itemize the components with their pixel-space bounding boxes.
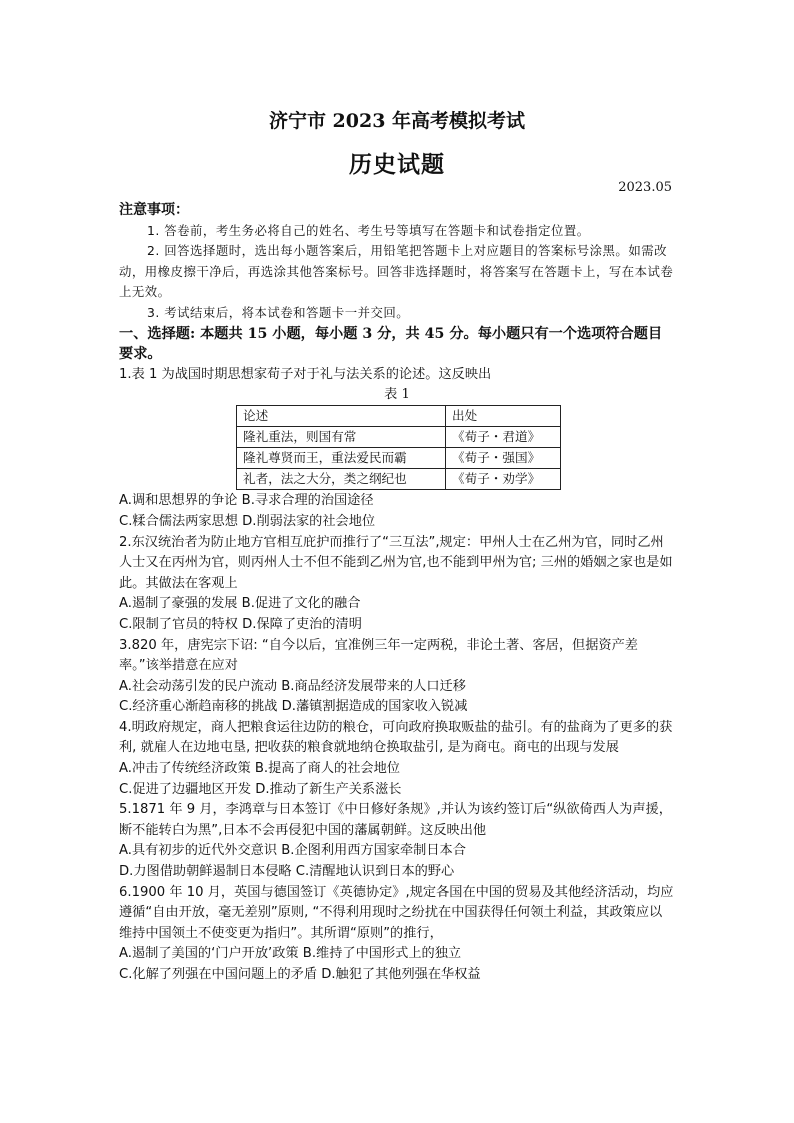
- question-5-options-a: A.具有初步的近代外交意识 B.企图利用西方国家牵制日本合: [119, 843, 466, 859]
- question-4-options-c: C.促进了边疆地区开发 D.推动了新生产关系滋长: [119, 781, 402, 797]
- table-cell: 隆礼重法，则国有常: [237, 427, 446, 448]
- exam-subtitle: 历史试题: [349, 151, 445, 178]
- question-2-options-a: A.遏制了豪强的发展 B.促进了文化的融合: [119, 596, 361, 612]
- question-1-stem: 1.表 1 为战国时期思想家荀子对于礼与法关系的论述。这反映出: [119, 366, 492, 382]
- exam-title: 济宁市 2023 年高考模拟考试: [268, 110, 526, 132]
- table-header-cell: 出处: [446, 406, 561, 427]
- exam-date: 2023.05: [618, 180, 672, 195]
- question-3-options-c: C.经济重心渐趋南移的挑战 D.藩镇割据造成的国家收入锐减: [119, 699, 468, 715]
- table-header-cell: 论述: [237, 406, 446, 427]
- question-2-options-c: C.限制了官员的特权 D.保障了吏治的清明: [119, 616, 362, 632]
- question-3-options-a: A.社会动荡引发的民户流动 B.商品经济发展带来的人口迁移: [119, 678, 466, 694]
- table-cell: 隆礼尊贤而王，重法爱民而霸: [237, 448, 446, 469]
- table-row: [237, 448, 561, 469]
- table-row: [237, 469, 561, 490]
- table-cell: 《荀子・君道》: [446, 427, 561, 448]
- question-1-options-c: C.糅合儒法两家思想 D.削弱法家的社会地位: [119, 513, 376, 529]
- question-2-stem: 2.东汉统治者为防止地方官相互庇护而推行了“三互法”,规定：甲州人士在乙州为官，同时乙州人士又在丙州为官，则丙州人士不但不能到乙州为官,也不能到甲州为官; 三州的婚姻之家也是如此。其做法在客观上: [119, 534, 673, 591]
- notes-heading: 注意事项：: [119, 202, 189, 218]
- table-row: [237, 427, 561, 448]
- table-cell: 《荀子・强国》: [446, 448, 561, 469]
- quote-table: [236, 405, 561, 490]
- question-5-stem: 5.1871 年 9 月，李鸿章与日本签订《中日修好条规》,并认为该约签订后“纵欲倚西人为声援，断不能转白为黑”,日本不会再侵犯中国的藩属朝鲜。这反映出他: [119, 802, 672, 838]
- question-4-stem: 4.明政府规定，商人把粮食运往边防的粮仓，可向政府换取贩盐的盐引。有的盐商为了更多的获利, 就雇人在边地屯垦, 把收获的粮食就地纳仓换取盐引, 是为商屯。商屯的出现与发展: [119, 719, 673, 756]
- exam-body: [119, 200, 675, 986]
- question-6-options-a: A.遏制了美国的‘门户开放’政策 B.维持了中国形式上的独立: [119, 946, 462, 962]
- question-5-options-c: D.力图借助朝鲜遏制日本侵略 C.清醒地认识到日本的野心: [119, 864, 455, 880]
- table-caption: 表 1: [384, 387, 410, 403]
- note-item-3: 3. 考试结束后，将本试卷和答题卡一并交回。: [147, 304, 410, 320]
- note-item-2: 2. 回答选择题时，选出每小题答案后，用铅笔把答题卡上对应题目的答案标号涂黑。如需改动，用橡皮擦干净后，再选涂其他答案标号。回答非选择题时，将答案写在答题卡上，写在本试卷上无效。: [119, 243, 674, 300]
- question-4-options-a: A.冲击了传统经济政策 B.提高了商人的社会地位: [119, 761, 400, 777]
- question-3-stem: 3.820 年，唐宪宗下诏: “自今以后，宜准例三年一定两税，非论土著、客居，但据资产差率。”该举措意在应对: [119, 637, 638, 674]
- question-1-options-a: A.调和思想界的争论 B.寻求合理的治国途径: [119, 493, 374, 509]
- question-6-options-c: C.化解了列强在中国问题上的矛盾 D.触犯了其他列强在华权益: [119, 967, 481, 982]
- table-header-row: [237, 406, 561, 427]
- table-cell: 《荀子・劝学》: [446, 469, 561, 490]
- section-heading: 一、选择题: 本题共 15 小题，每小题 3 分，共 45 分。每小题只有一个选项符合题目要求。: [119, 325, 663, 363]
- question-6-stem: 6.1900 年 10 月，英国与德国签订《英德协定》,规定各国在中国的贸易及其他经济活动，均应遵循“自由开放，毫无差别”原则, “不得利用现时之纷扰在中国获得任何领土利益，其政策应以维持中国领土不使变更为指归”。其所谓“原则”的推行，: [119, 884, 674, 941]
- note-item-1: 1. 答卷前，考生务必将自己的姓名、考生号等填写在答题卡和试卷指定位置。: [147, 222, 590, 238]
- table-cell: 礼者，法之大分，类之纲纪也: [237, 469, 446, 490]
